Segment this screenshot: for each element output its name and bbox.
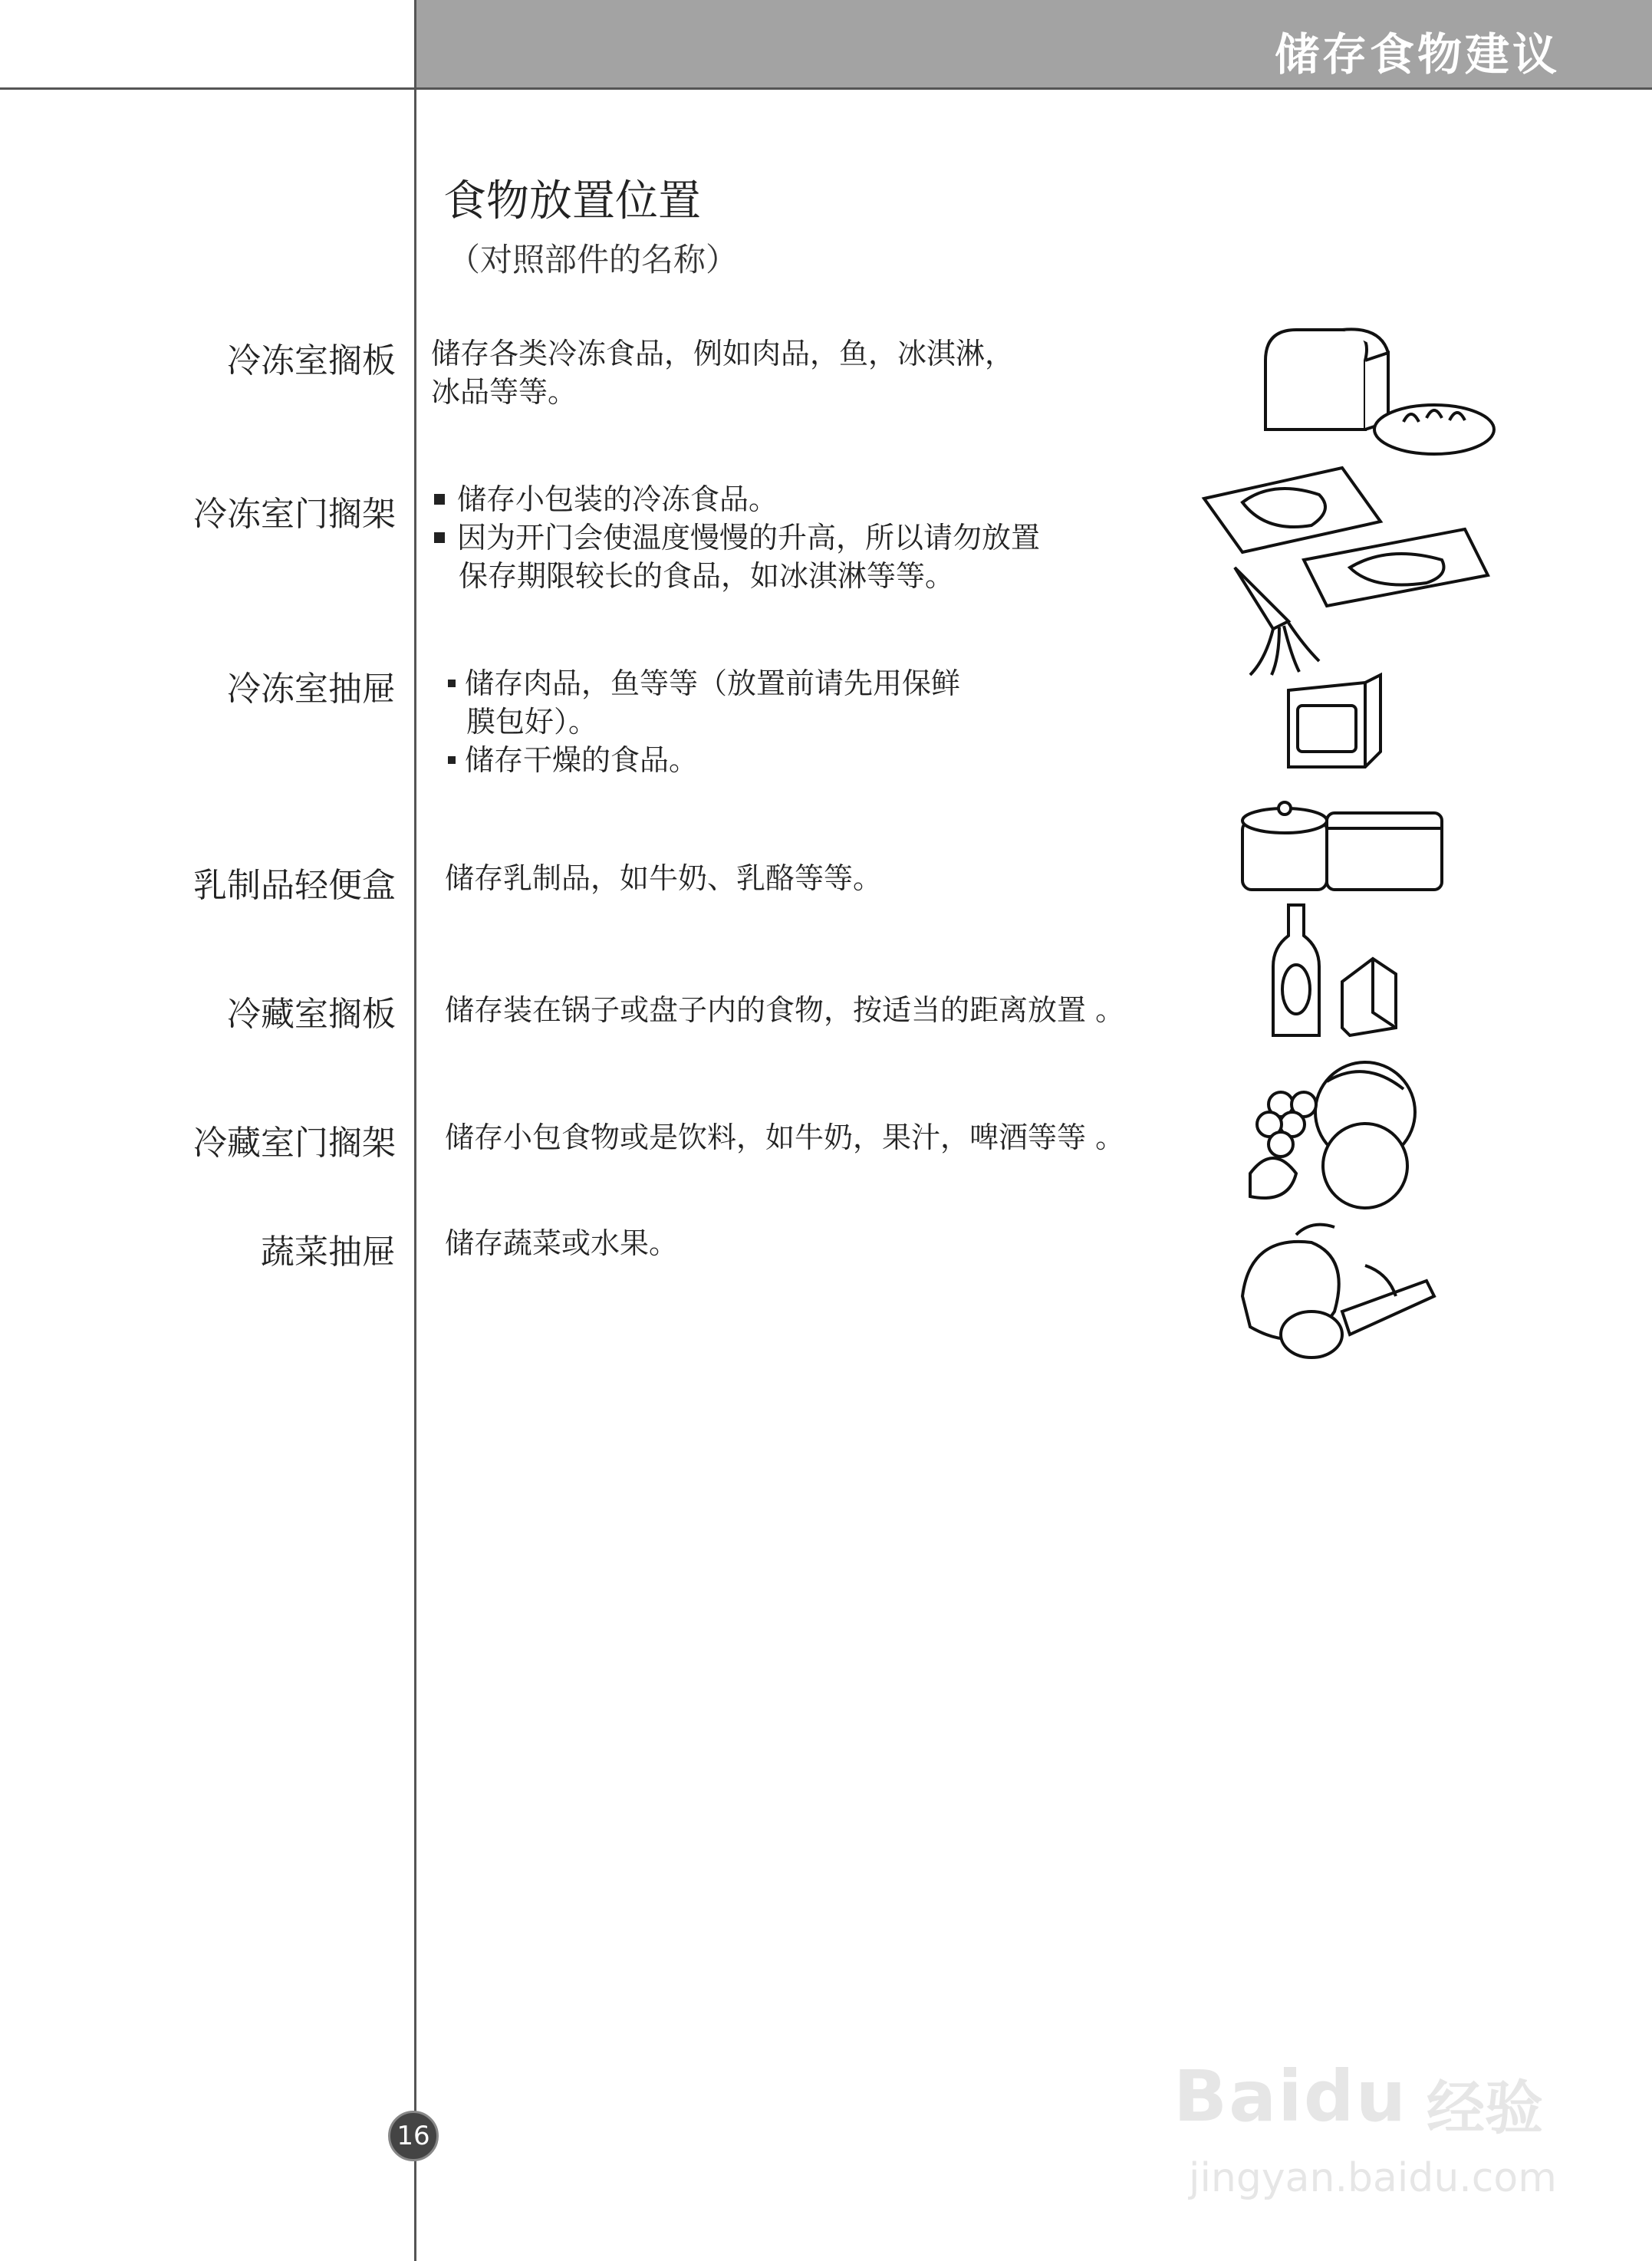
desc-dairy-corner [445,859,1196,897]
label-freezer-shelf: 冷冻室搁板 [227,341,396,380]
containers-icon [1235,798,1450,897]
food-box-icon [1281,667,1388,775]
food-illustrations [1196,314,1503,1358]
desc-fridge-door-rack [445,1118,1196,1157]
watermark-url: jingyan.baidu.com [1189,2155,1557,2201]
bottle-carton-icon [1258,897,1411,1043]
desc-fridge-shelf [445,991,1196,1029]
page-header-title: 储存食物建议 [1274,28,1560,81]
bullet-item: 储存干燥的食品。 [431,741,1183,779]
desc-line: 储存小包食物或是饮料，如牛奶，果汁，啤酒等等 。 [445,1121,1125,1154]
label-freezer-drawer: 冷冻室抽屉 [227,670,396,709]
fruit-icon [1235,1051,1434,1219]
bullet-icon [448,756,456,764]
vegetables-icon [1227,1219,1442,1373]
desc-line: 冰品等等。 [431,375,578,409]
desc-line: 储存各类冷冻食品，例如肉品，鱼，冰淇淋， [431,337,1015,370]
desc-line: 储存乳制品，如牛奶、乳酪等等。 [445,861,883,895]
label-fridge-shelf: 冷藏室搁板 [227,995,396,1034]
header-bar [416,0,1652,87]
watermark-brand: Baidu [1173,2055,1408,2138]
column-divider [414,0,416,2261]
bullet-icon [434,494,445,505]
watermark-brand-cn: 经验 [1427,2074,1543,2142]
label-vegetable-drawer: 蔬菜抽屉 [261,1233,396,1272]
desc-vegetable-drawer [445,1224,1196,1262]
desc-freezer-door-rack [431,480,1183,595]
desc-freezer-shelf [431,334,1183,411]
header-rule [0,87,1652,90]
label-dairy-corner: 乳制品轻便盒 [193,866,396,905]
bullet-item: 储存肉品，鱼等等（放置前请先用保鲜 [431,664,1183,703]
section-subtitle: （对照部件的名称） [448,241,739,278]
bullet-continuation: 保存期限较长的食品，如冰淇淋等等。 [459,559,955,593]
desc-freezer-drawer [431,664,1183,779]
bullet-item: 储存小包装的冷冻食品。 [431,480,1183,518]
desc-line: 储存装在锅子或盘子内的食物，按适当的距离放置 。 [445,993,1125,1027]
bullet-icon [434,532,445,543]
label-fridge-door-rack: 冷藏室门搁架 [193,1124,396,1163]
bullet-continuation: 膜包好）。 [466,705,598,739]
page-number: 16 [388,2111,439,2161]
section-title: 食物放置位置 [443,176,701,226]
squid-icon [1227,560,1327,683]
watermark [1166,2025,1565,2209]
desc-line: 储存蔬菜或水果。 [445,1226,679,1260]
bullet-icon [448,680,456,687]
label-freezer-door-rack: 冷冻室门搁架 [193,495,396,534]
bullet-item: 因为开门会使温度慢慢的升高，所以请勿放置 [431,518,1183,557]
